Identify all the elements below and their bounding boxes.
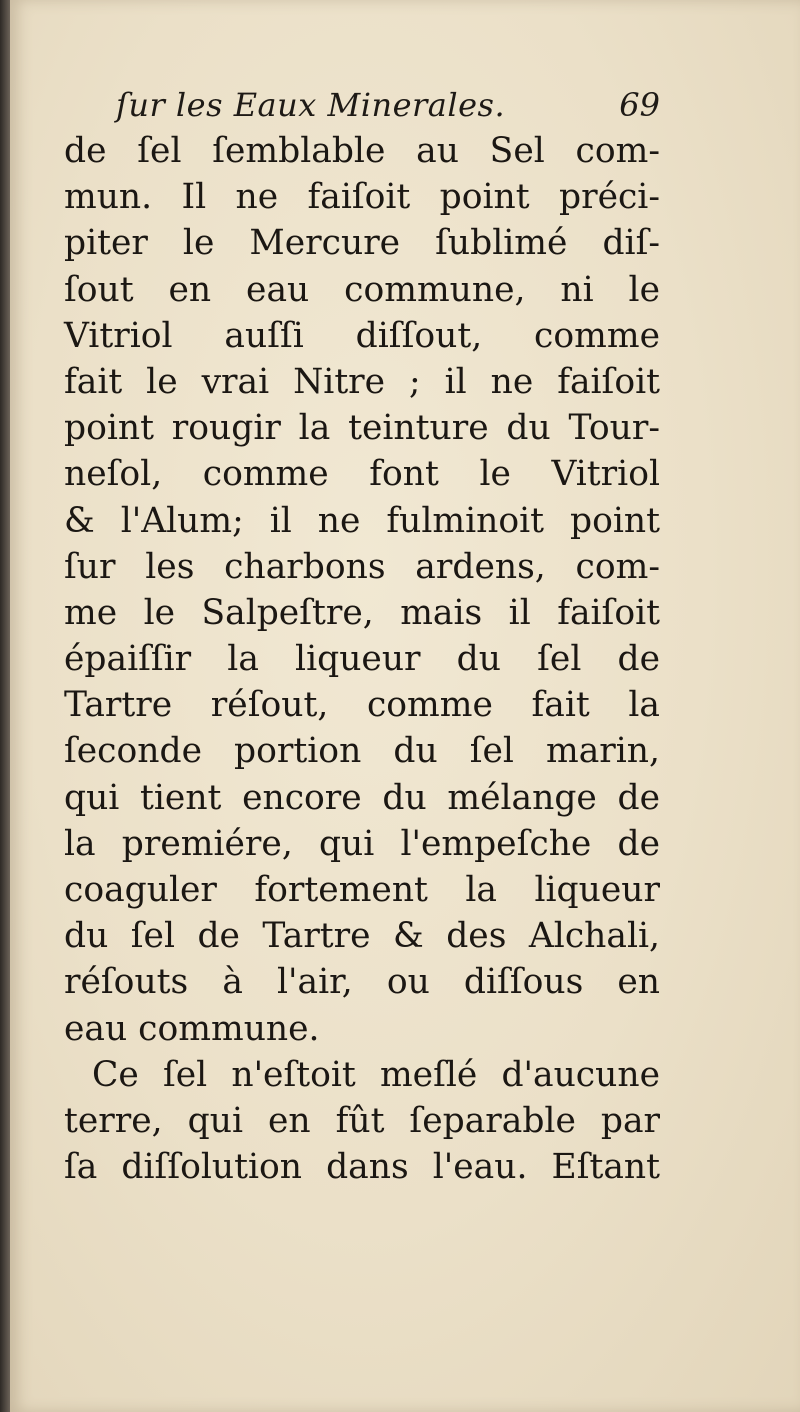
text-line: Vitriol auſſi diſſout, comme [64, 315, 660, 356]
text-line: ſur les charbons ardens, com- [64, 546, 660, 587]
page-number: 69 [619, 86, 660, 124]
text-line: épaiſſir la liqueur du ſel de [64, 639, 660, 680]
text-line: & l'Alum; il ne fulminoit point [64, 500, 660, 541]
text-line: Tartre réſout, comme fait la [64, 685, 660, 726]
text-line: de ſel ſemblable au Sel com- [64, 131, 660, 171]
text-line: me le Salpeſtre, mais il faiſoit [64, 592, 660, 633]
book-page [10, 0, 800, 1412]
text-line: qui tient encore du mélange de [64, 777, 660, 818]
text-line: point rougir la teinture du Tour- [64, 408, 660, 449]
text-line: du ſel de Tartre & des Alchali, [64, 916, 660, 957]
text-line: réſouts à l'air, ou diſſous en [64, 962, 660, 1003]
text-line: Ce ſel n'eſtoit meſlé d'aucune [92, 1054, 660, 1095]
text-line: neſol, comme font le Vitriol [64, 454, 660, 495]
text-line: ſout en eau commune, ni le [64, 269, 660, 310]
text-line: ſeconde portion du ſel marin, [64, 731, 660, 772]
text-line: ſa diſſolution dans l'eau. Eſtant [64, 1147, 660, 1188]
running-title: ſur les Eaux Minerales. [116, 86, 506, 124]
text-line: coaguler fortement la liqueur [64, 870, 660, 910]
text-line: eau commune. [64, 1008, 320, 1049]
text-line: piter le Mercure ſublimé diſ- [64, 223, 660, 264]
text-line: fait le vrai Nitre ; il ne faiſoit [64, 361, 660, 402]
body-text [64, 128, 660, 1190]
text-line: terre, qui en fût ſeparable par [64, 1100, 660, 1141]
page-gutter-edge [0, 0, 10, 1412]
text-line: la premiére, qui l'empeſche de [64, 823, 660, 864]
text-line: mun. Il ne faiſoit point préci- [64, 177, 660, 218]
